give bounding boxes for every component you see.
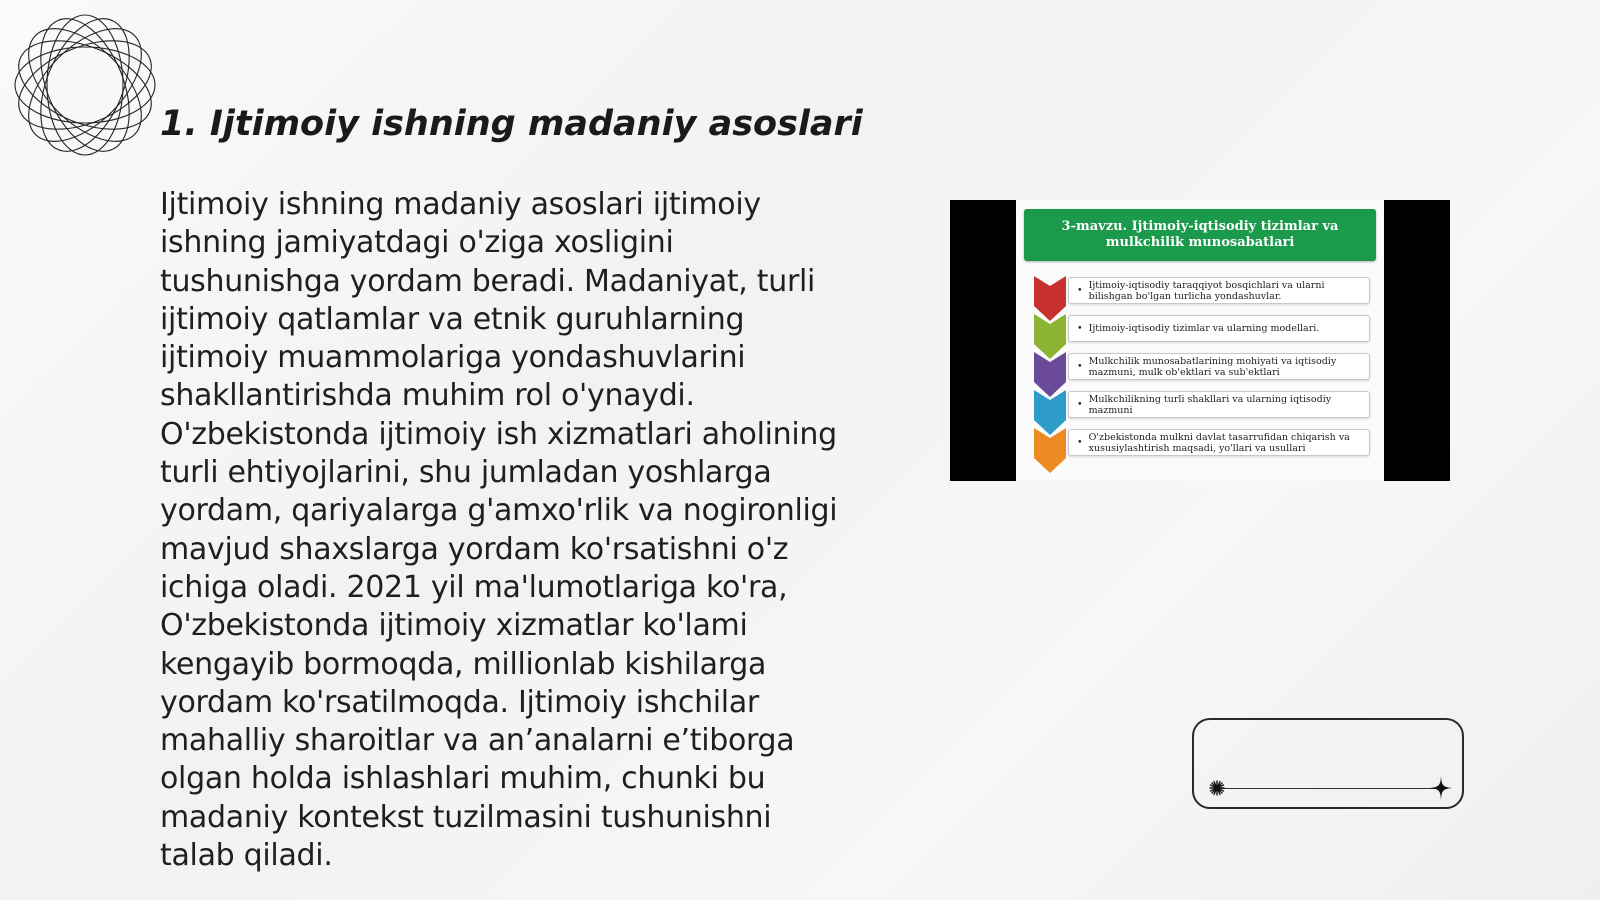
slide-body-text: Ijtimoiy ishning madaniy asoslari ijtimoiy ishning jamiyatdagi o'ziga xosligini tushunishga yordam beradi. Madaniyat, turli ijtimoiy qatlamlar va etnik guruhlarning ijtimoiy muammolariga yondashuvlarini shakllantirishda muhim rol o'ynaydi. O'zbekistonda ijtimoiy ish xizmatlari aholining turli ehtiyojlarini, shu jumladan yoshlarga yordam, qariyalarga g'amxo'rlik va nogironligi mavjud shaxslarga yordam ko'rsatishni o'z ichiga oladi. 2021 yil ma'lumotlariga ko'ra, O'zbekistonda ijtimoiy xizmatlar ko'lami kengayib bormoqda, millionlab kishilarga yordam ko'rsatilmoqda. Ijtimoiy ishchilar mahalliy sharoitlar va an’analarni e’tiborga olgan holda ishlashlari muhim, chunki bu madaniy kontekst tuzilmasini tushunishni talab qiladi. (160, 187, 838, 874)
embedded-slide-item (1034, 314, 1379, 352)
slide-title: 1. Ijtimoiy ishning madaniy asoslari (160, 104, 863, 144)
embedded-slide-item (1034, 276, 1379, 314)
embedded-slide-item-text: • Ijtimoiy-iqtisodiy taraqqiyot bosqichlari va ularni bilishgan bo'lgan turlicha yondashuvlar. (1068, 277, 1370, 304)
embedded-slide-item-text: • Ijtimoiy-iqtisodiy tizimlar va ularning modellari. (1068, 315, 1370, 342)
embedded-slide-item (1034, 428, 1379, 466)
sparkle-icon (1430, 776, 1452, 800)
embedded-slide-item (1034, 390, 1379, 428)
spirograph-icon (10, 10, 160, 160)
divider-line (1216, 788, 1440, 789)
embedded-slide-title: 3-mavzu. Ijtimoiy-iqtisodiy tizimlar va mulkchilik munosabatlari (1024, 209, 1376, 261)
embedded-video-frame[interactable] (950, 200, 1450, 481)
embedded-slide-item-text: • Mulkchilik munosabatlarining mohiyati va iqtisodiy mazmuni, mulk ob'ektlari va sub'ektlari (1068, 353, 1370, 380)
embedded-slide (1016, 200, 1384, 481)
embedded-slide-item (1034, 352, 1379, 390)
embedded-slide-item-text: • O'zbekistonda mulkni davlat tasarrufidan chiqarish va xususiylashtirish maqsadi, yo'llari va usullari (1068, 429, 1370, 456)
decorative-card (1192, 718, 1464, 809)
chevron-down-icon (1034, 428, 1066, 473)
star-icon (1208, 779, 1226, 797)
embedded-slide-item-text: • Mulkchilikning turli shakllari va ularning iqtisodiy mazmuni (1068, 391, 1370, 418)
embedded-slide-list (1034, 276, 1379, 466)
